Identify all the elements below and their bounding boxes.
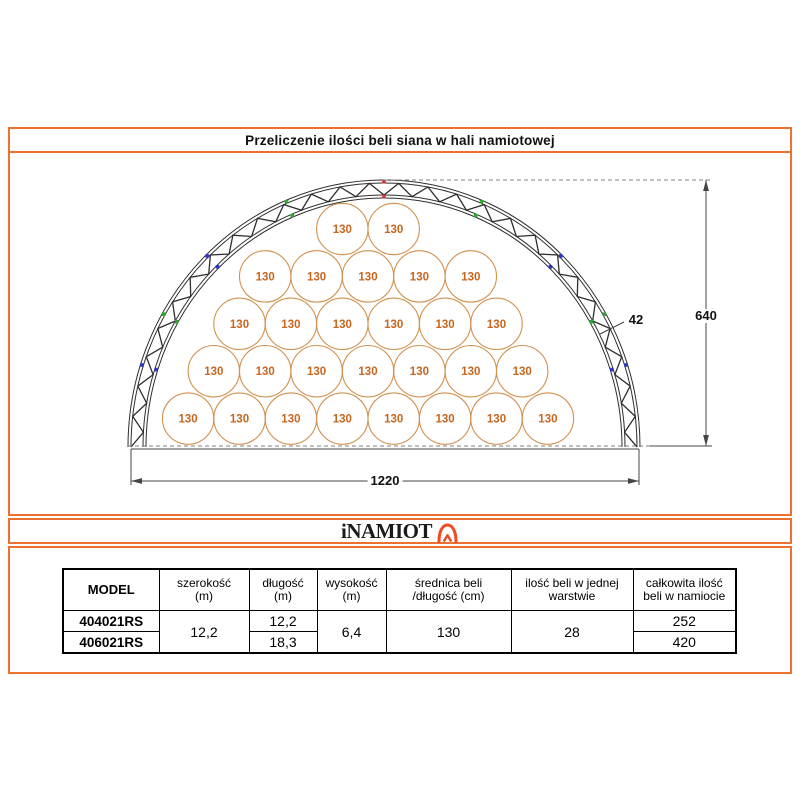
- bale-diameter-text: 130: [255, 271, 275, 284]
- spec-table-panel: [8, 546, 792, 674]
- table-header-row: [63, 569, 736, 611]
- drawing-panel: [8, 151, 792, 516]
- joint-marker-dot: [162, 312, 166, 316]
- joint-marker-dot: [216, 265, 220, 269]
- bale-diameter-text: 130: [538, 413, 558, 426]
- dimension-truss-label: 42: [626, 313, 646, 327]
- hall-cross-section-drawing: [10, 153, 790, 514]
- col-header-bale-diameter: średnica beli /długość (cm): [386, 569, 511, 611]
- col-header-bales-per-layer: ilość beli w jednej warstwie: [511, 569, 633, 611]
- bale-circle: [240, 251, 291, 302]
- bales-per-layer-cell: 28: [511, 611, 633, 654]
- bale-diameter-text: 130: [384, 318, 404, 331]
- length-cell: 12,2: [249, 611, 317, 632]
- bale-circle: [445, 251, 496, 302]
- bale-circle: [317, 393, 368, 444]
- height-cell: 6,4: [317, 611, 386, 654]
- bale-diameter-text: 130: [384, 224, 404, 236]
- bale-circle: [291, 346, 342, 397]
- bale-diameter-text: 130: [461, 271, 481, 284]
- joint-marker-dot: [291, 214, 295, 218]
- bale-circle: [240, 346, 291, 397]
- joint-marker-dot: [480, 200, 484, 204]
- bale-circle: [265, 393, 316, 444]
- bale-circle: [445, 346, 496, 397]
- truss-joint-markers: [140, 180, 628, 372]
- bale-diameter-text: 130: [358, 366, 378, 379]
- col-header-model: MODEL: [63, 569, 159, 611]
- width-cell: 12,2: [159, 611, 249, 654]
- col-header-length: długość (m): [249, 569, 317, 611]
- bale-diameter-text: 130: [435, 318, 455, 331]
- tent-arch-icon: [436, 522, 459, 543]
- bale-circle: [265, 298, 316, 349]
- bale-circle: [419, 393, 470, 444]
- bale-circle: [291, 251, 342, 302]
- bale-diameter-cell: 130: [386, 611, 511, 654]
- bale-circle: [471, 393, 522, 444]
- bale-diameter-text: 130: [332, 224, 352, 236]
- bale-circle: [368, 393, 419, 444]
- bale-diameter-text: 130: [307, 366, 327, 379]
- joint-marker-dot: [603, 312, 607, 316]
- joint-marker-dot: [590, 320, 594, 324]
- bale-circle: [214, 298, 265, 349]
- bale-circle: [188, 346, 239, 397]
- bale-circle: [368, 298, 419, 349]
- joint-marker-dot: [559, 254, 563, 258]
- joint-marker-dot: [382, 195, 386, 199]
- bale-circle: [419, 298, 470, 349]
- bale-diameter-text: 130: [229, 413, 250, 426]
- truss-web-zigzag: [131, 183, 637, 447]
- table-row: [63, 611, 736, 632]
- model-cell: 406021RS: [63, 632, 159, 654]
- joint-marker-dot: [140, 363, 144, 367]
- logo-bar: [8, 518, 792, 544]
- bale-diameter-text: 130: [229, 318, 250, 331]
- dimension-arrowhead: [703, 180, 709, 191]
- joint-marker-dot: [154, 368, 158, 372]
- bale-circle: [497, 346, 548, 397]
- dimension-arrowhead: [628, 478, 639, 484]
- bale-diameter-text: 130: [255, 366, 275, 379]
- bale-circle: [368, 203, 419, 254]
- bale-diameter-text: 130: [486, 413, 507, 426]
- truss-arch: [128, 180, 640, 447]
- joint-marker-dot: [285, 200, 289, 204]
- bale-diameter-text: 130: [332, 318, 352, 331]
- bale-diameter-text: 130: [384, 413, 404, 426]
- bale-diameter-text: 130: [435, 413, 455, 426]
- joint-marker-dot: [205, 254, 209, 258]
- logo-text: iNAMIOT: [341, 518, 432, 543]
- page-title: Przeliczenie ilości beli siana w hali namiotowej: [245, 132, 555, 148]
- bale-diameter-text: 130: [461, 366, 481, 379]
- bale-circle: [471, 298, 522, 349]
- bale-diameter-text: 130: [281, 413, 301, 426]
- bale-diameter-text: 130: [178, 413, 198, 426]
- hay-bale-stack: [162, 203, 573, 444]
- dimension-arrowhead: [703, 435, 709, 446]
- joint-marker-dot: [474, 214, 478, 218]
- bale-diameter-text: 130: [307, 271, 327, 284]
- bale-circle: [214, 393, 265, 444]
- joint-marker-dot: [549, 265, 553, 269]
- col-header-total-bales: całkowita ilość beli w namiocie: [633, 569, 736, 611]
- model-cell: 404021RS: [63, 611, 159, 632]
- bale-circle: [162, 393, 213, 444]
- joint-marker-dot: [610, 368, 614, 372]
- col-header-width: szerokość (m): [159, 569, 249, 611]
- joint-marker-dot: [175, 320, 179, 324]
- bale-diameter-text: 130: [409, 366, 429, 379]
- bale-circle: [522, 393, 573, 444]
- total-bales-cell: 252: [633, 611, 736, 632]
- bale-circle: [394, 346, 445, 397]
- total-bales-cell: 420: [633, 632, 736, 654]
- hall-cross-section-svg: [10, 153, 790, 514]
- joint-marker-dot: [624, 363, 628, 367]
- bale-diameter-text: 130: [409, 271, 429, 284]
- dimension-width-label: 1220: [368, 474, 403, 488]
- bale-diameter-text: 130: [204, 366, 224, 379]
- dimension-arrowhead: [131, 478, 142, 484]
- spec-table: [62, 568, 737, 654]
- bale-circle: [317, 298, 368, 349]
- bale-circle: [342, 346, 393, 397]
- bale-diameter-text: 130: [512, 366, 532, 379]
- bale-diameter-text: 130: [281, 318, 301, 331]
- bale-diameter-text: 130: [486, 318, 507, 331]
- bale-diameter-text: 130: [358, 271, 378, 284]
- bale-circle: [342, 251, 393, 302]
- title-bar: [8, 127, 792, 151]
- dimension-height-label: 640: [692, 309, 720, 323]
- bale-circle: [394, 251, 445, 302]
- length-cell: 18,3: [249, 632, 317, 654]
- bale-diameter-text: 130: [332, 413, 352, 426]
- col-header-height: wysokość (m): [317, 569, 386, 611]
- bale-circle: [317, 203, 368, 254]
